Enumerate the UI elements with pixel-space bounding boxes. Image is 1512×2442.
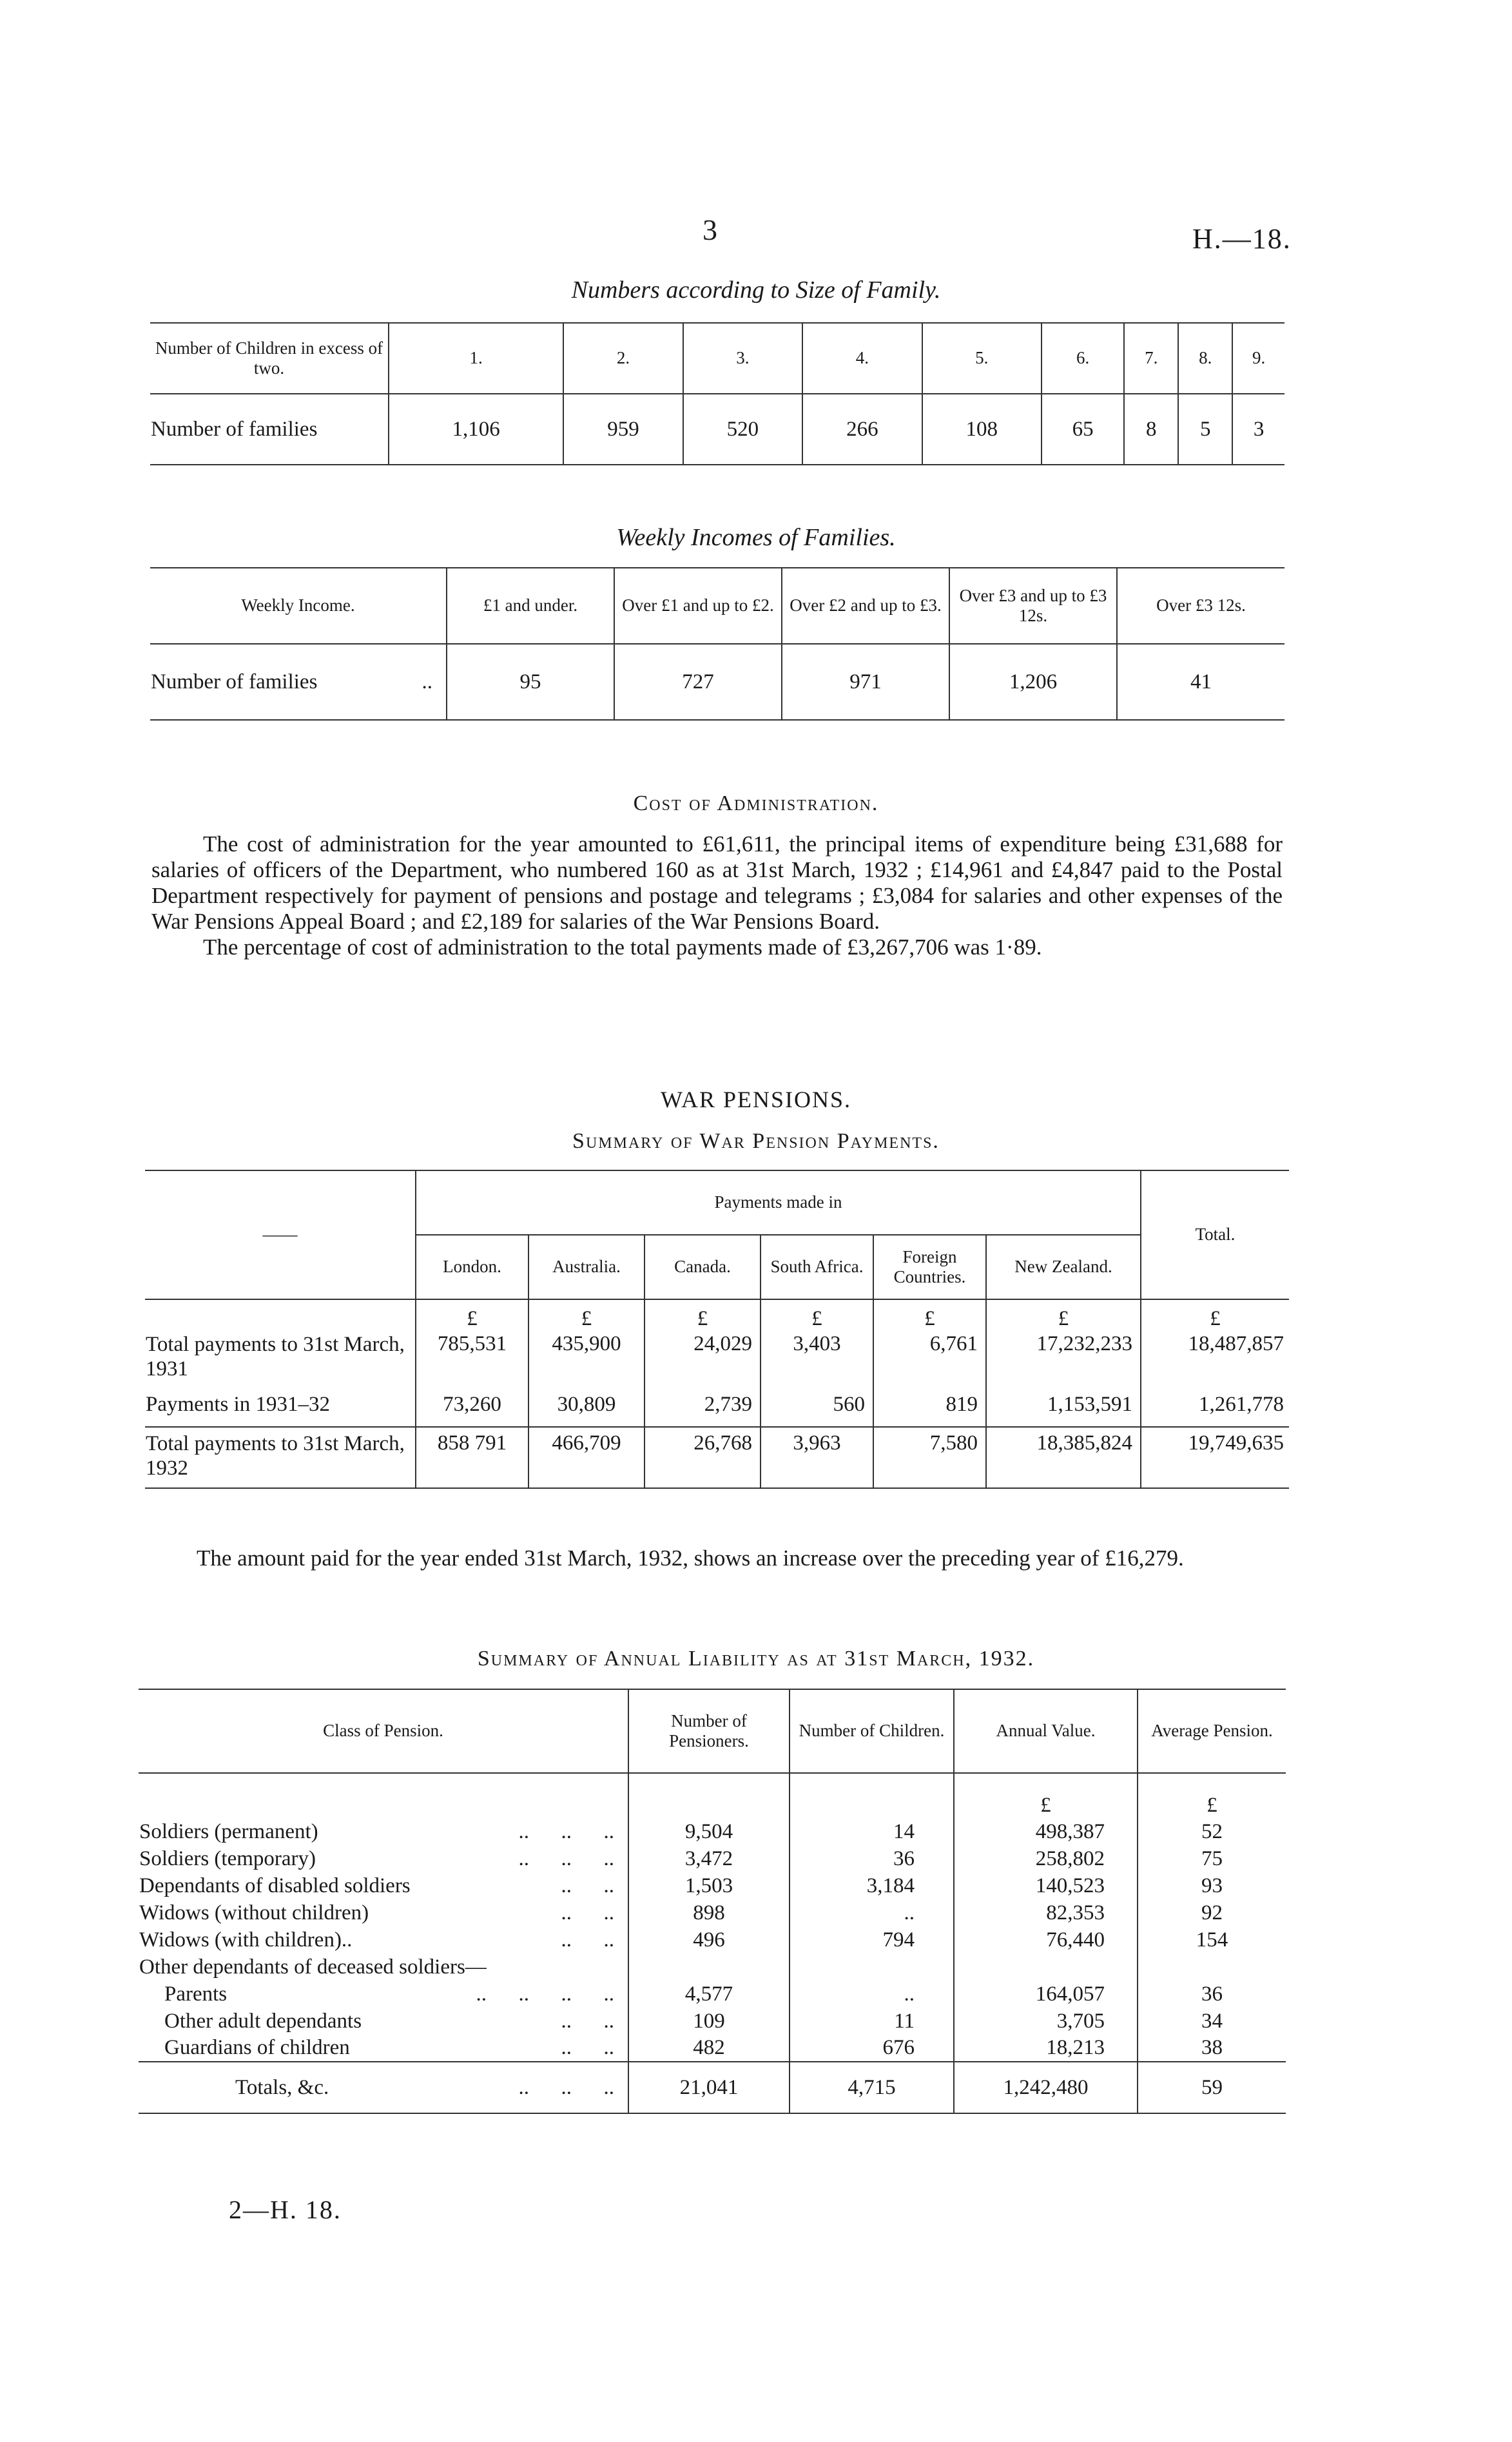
row-label-text: Widows (with children).. — [139, 1928, 353, 1952]
weekly-income-col: Over £1 and up to £2. — [614, 568, 782, 644]
table-cell: 3,705 — [954, 2008, 1138, 2035]
table-cell: 266 — [802, 394, 922, 465]
table-cell: 140,523 — [954, 1872, 1138, 1899]
liability-row-label — [139, 2035, 628, 2062]
payment-col: South Africa. — [761, 1235, 873, 1299]
table-cell: 2,739 — [645, 1383, 761, 1427]
table-cell: 1,153,591 — [986, 1383, 1141, 1427]
row-label-text: Soldiers (permanent) — [139, 1819, 318, 1843]
table-row — [139, 2035, 1286, 2062]
table-cell: 154 — [1138, 1926, 1286, 1953]
table-row — [139, 1981, 1286, 2008]
table-cell: 95 — [447, 644, 614, 720]
liability-row-label — [139, 1899, 628, 1926]
corner-dash: —— — [262, 1225, 298, 1245]
table-cell: 819 — [873, 1383, 986, 1427]
family-size-table — [150, 322, 1284, 465]
row-label-text: Guardians of children — [164, 2036, 350, 2059]
table-cell: 3,184 — [790, 1872, 954, 1899]
table-row — [139, 1899, 1286, 1926]
table-cell: 498,387 — [954, 1818, 1138, 1845]
table-cell: 93 — [1138, 1872, 1286, 1899]
leader-dots: .. .. .. .. — [476, 1982, 614, 2006]
currency-symbol: £ — [761, 1299, 873, 1332]
leader-dots: .. .. .. — [518, 1846, 614, 1870]
table-cell: 3 — [1232, 394, 1284, 465]
table-cell: 17,232,233 — [986, 1332, 1141, 1383]
table-cell: 3,403 — [761, 1332, 873, 1383]
table-cell: 676 — [790, 2035, 954, 2062]
payment-col: Canada. — [645, 1235, 761, 1299]
liability-row-label — [139, 1981, 628, 2008]
table-cell: 560 — [761, 1383, 873, 1427]
liability-row-label — [139, 1953, 628, 1981]
liability-header: Annual Value. — [954, 1689, 1138, 1773]
war-pension-summary-title: Summary of War Pension Payments. — [572, 1129, 940, 1153]
weekly-income-col: Over £2 and up to £3. — [782, 568, 949, 644]
totals-label: Totals, &c. — [235, 2075, 329, 2099]
leader-dots: .. .. .. — [518, 2075, 614, 2099]
table-cell: 4,577 — [628, 1981, 790, 2008]
table-cell: 3,472 — [628, 1845, 790, 1872]
table-cell: 18,487,857 — [1141, 1332, 1289, 1383]
cost-admin-title: Cost of Administration. — [633, 791, 879, 815]
table-cell: .. — [790, 1899, 954, 1926]
table-cell — [1138, 1953, 1286, 1981]
currency-symbol: £ — [1138, 1773, 1286, 1818]
table-cell: 21,041 — [628, 2062, 790, 2113]
row-label-text: Dependants of disabled soldiers — [139, 1874, 411, 1897]
table-cell: 258,802 — [954, 1845, 1138, 1872]
weekly-income-col: £1 and under. — [447, 568, 614, 644]
weekly-income-col: Over £3 12s. — [1117, 568, 1284, 644]
table-cell: 959 — [563, 394, 683, 465]
liability-header: Number of Pensioners. — [628, 1689, 790, 1773]
currency-symbol: £ — [1141, 1299, 1289, 1332]
payments-row-label: Total payments to 31st March, 1932 — [146, 1432, 405, 1480]
war-pension-payments-table — [145, 1170, 1289, 1489]
table-row — [139, 1926, 1286, 1953]
annual-liability-table — [139, 1689, 1286, 2114]
table-cell: 82,353 — [954, 1899, 1138, 1926]
payments-row-label: Payments in 1931–32 — [146, 1393, 330, 1416]
table-cell: 73,260 — [416, 1383, 528, 1427]
family-size-col: 6. — [1042, 323, 1124, 394]
family-size-col: 4. — [802, 323, 922, 394]
table-cell: 1,106 — [389, 394, 563, 465]
payment-col: Australia. — [528, 1235, 645, 1299]
family-size-col: 8. — [1178, 323, 1232, 394]
total-header: Total. — [1141, 1170, 1289, 1299]
row-label-text: Other adult dependants — [164, 2009, 362, 2033]
leader-dots: .. .. — [561, 1874, 614, 1897]
table-cell: 482 — [628, 2035, 790, 2062]
table-cell — [790, 1953, 954, 1981]
table-cell: 8 — [1124, 394, 1178, 465]
payment-col: New Zealand. — [986, 1235, 1141, 1299]
table-cell: 971 — [782, 644, 949, 720]
table-cell: 7,580 — [873, 1427, 986, 1488]
table-cell: 9,504 — [628, 1818, 790, 1845]
liability-header: Number of Children. — [790, 1689, 954, 1773]
table-cell: 34 — [1138, 2008, 1286, 2035]
table-cell: 24,029 — [645, 1332, 761, 1383]
table-cell: 1,503 — [628, 1872, 790, 1899]
table-cell: 52 — [1138, 1818, 1286, 1845]
liability-row-label — [139, 1845, 628, 1872]
table-cell: 18,213 — [954, 2035, 1138, 2062]
family-size-row-label: Number of families — [151, 417, 318, 441]
table-cell: 520 — [683, 394, 802, 465]
liability-row-label — [139, 2008, 628, 2035]
table-cell: 30,809 — [528, 1383, 645, 1427]
family-size-col: 2. — [563, 323, 683, 394]
leader-dots: .. .. — [561, 2009, 614, 2033]
liability-row-label — [139, 1818, 628, 1845]
family-size-title: Numbers according to Size of Family. — [571, 276, 941, 304]
table-cell: 36 — [1138, 1981, 1286, 2008]
family-size-col: 9. — [1232, 323, 1284, 394]
row-label-text: Widows (without children) — [139, 1901, 369, 1924]
table-cell: .. — [790, 1981, 954, 2008]
table-cell: 5 — [1178, 394, 1232, 465]
family-size-col: 5. — [922, 323, 1042, 394]
leader-dots: .. .. — [561, 2036, 614, 2059]
currency-symbol: £ — [873, 1299, 986, 1332]
row-label-text: Other dependants of deceased soldiers— — [139, 1955, 487, 1979]
footer-code: 2—H. 18. — [229, 2195, 342, 2224]
annual-liability-title: Summary of Annual Liability as at 31st March, 1932. — [477, 1647, 1035, 1671]
row-label-text: Parents — [164, 1982, 228, 2006]
family-size-col: 1. — [389, 323, 563, 394]
table-cell: 496 — [628, 1926, 790, 1953]
liability-row-label — [139, 1926, 628, 1953]
table-cell: 92 — [1138, 1899, 1286, 1926]
family-size-col: 7. — [1124, 323, 1178, 394]
table-cell: 898 — [628, 1899, 790, 1926]
table-cell: 727 — [614, 644, 782, 720]
totals-row — [139, 2062, 1286, 2113]
table-row — [139, 1818, 1286, 1845]
liability-header: Average Pension. — [1138, 1689, 1286, 1773]
table-cell: 76,440 — [954, 1926, 1138, 1953]
table-cell: 36 — [790, 1845, 954, 1872]
family-size-row-header: Number of Children in excess of two. — [155, 338, 383, 378]
cost-admin-paragraph: The cost of administration for the year amounted to £61,611, the principal items of expenditure being £31,688 for salaries of officers of the Department, who numbered 160 as at 31st March, 1932 ; £14,961 and £4,847 paid to the Postal Department respectively for payment of pensions and postage and telegrams ; £3,084 for salaries and other expenses of the War Pensions Appeal Board ; and £2,189 for salaries of the War Pensions Board. — [151, 831, 1283, 934]
table-cell: 3,963 — [761, 1427, 873, 1488]
payment-col: Foreign Countries. — [873, 1235, 986, 1299]
table-cell: 38 — [1138, 2035, 1286, 2062]
table-cell — [954, 1953, 1138, 1981]
table-row — [139, 2008, 1286, 2035]
table-row — [139, 1845, 1286, 1872]
table-cell: 466,709 — [528, 1427, 645, 1488]
table-cell: 1,261,778 — [1141, 1383, 1289, 1427]
currency-symbol: £ — [416, 1299, 528, 1332]
table-cell: 19,749,635 — [1141, 1427, 1289, 1488]
payment-col: London. — [416, 1235, 528, 1299]
table-cell: 65 — [1042, 394, 1124, 465]
cost-admin-paragraph: The percentage of cost of administration to the total payments made of £3,267,706 was 1·89. — [203, 935, 1042, 960]
liability-header: Class of Pension. — [323, 1721, 443, 1741]
table-cell: 109 — [628, 2008, 790, 2035]
table-cell: 59 — [1138, 2062, 1286, 2113]
leader-dots: .. — [422, 670, 432, 693]
weekly-incomes-table — [150, 567, 1284, 721]
table-cell: 6,761 — [873, 1332, 986, 1383]
war-pension-note — [145, 1546, 1286, 1571]
cost-admin-text — [151, 831, 1283, 960]
table-cell: 1,206 — [949, 644, 1117, 720]
table-cell: 41 — [1117, 644, 1284, 720]
family-size-col: 3. — [683, 323, 802, 394]
table-cell — [628, 1953, 790, 1981]
page-number: 3 — [703, 213, 717, 246]
table-cell: 794 — [790, 1926, 954, 1953]
table-cell: 435,900 — [528, 1332, 645, 1383]
weekly-incomes-row-header: Weekly Income. — [241, 596, 355, 615]
table-cell: 11 — [790, 2008, 954, 2035]
weekly-income-col: Over £3 and up to £3 12s. — [949, 568, 1117, 644]
liability-row-label — [139, 1872, 628, 1899]
table-cell: 1,242,480 — [954, 2062, 1138, 2113]
report-code: H.—18. — [1192, 223, 1292, 255]
table-row — [139, 1872, 1286, 1899]
leader-dots: .. .. .. — [518, 1819, 614, 1843]
table-cell: 4,715 — [790, 2062, 954, 2113]
currency-symbol: £ — [986, 1299, 1141, 1332]
war-pension-note-text: The amount paid for the year ended 31st March, 1932, shows an increase over the preceding year of £16,279. — [197, 1546, 1184, 1571]
table-row — [139, 1953, 1286, 1981]
payments-row-label: Total payments to 31st March, 1931 — [146, 1333, 405, 1381]
leader-dots: .. .. — [561, 1928, 614, 1952]
leader-dots: .. .. — [561, 1901, 614, 1924]
currency-symbol: £ — [528, 1299, 645, 1332]
weekly-incomes-title: Weekly Incomes of Families. — [616, 524, 896, 551]
payments-group-header: Payments made in — [416, 1170, 1141, 1235]
table-cell: 164,057 — [954, 1981, 1138, 2008]
table-cell: 108 — [922, 394, 1042, 465]
currency-symbol: £ — [954, 1773, 1138, 1818]
table-cell: 26,768 — [645, 1427, 761, 1488]
liability-rows — [139, 1818, 1286, 2062]
table-cell: 75 — [1138, 1845, 1286, 1872]
table-cell: 18,385,824 — [986, 1427, 1141, 1488]
table-cell: 785,531 — [416, 1332, 528, 1383]
table-cell: 858 791 — [416, 1427, 528, 1488]
currency-symbol: £ — [645, 1299, 761, 1332]
weekly-incomes-row-label: Number of families — [151, 670, 318, 693]
war-pensions-title: WAR PENSIONS. — [660, 1087, 852, 1112]
row-label-text: Soldiers (temporary) — [139, 1846, 316, 1870]
table-cell: 14 — [790, 1818, 954, 1845]
